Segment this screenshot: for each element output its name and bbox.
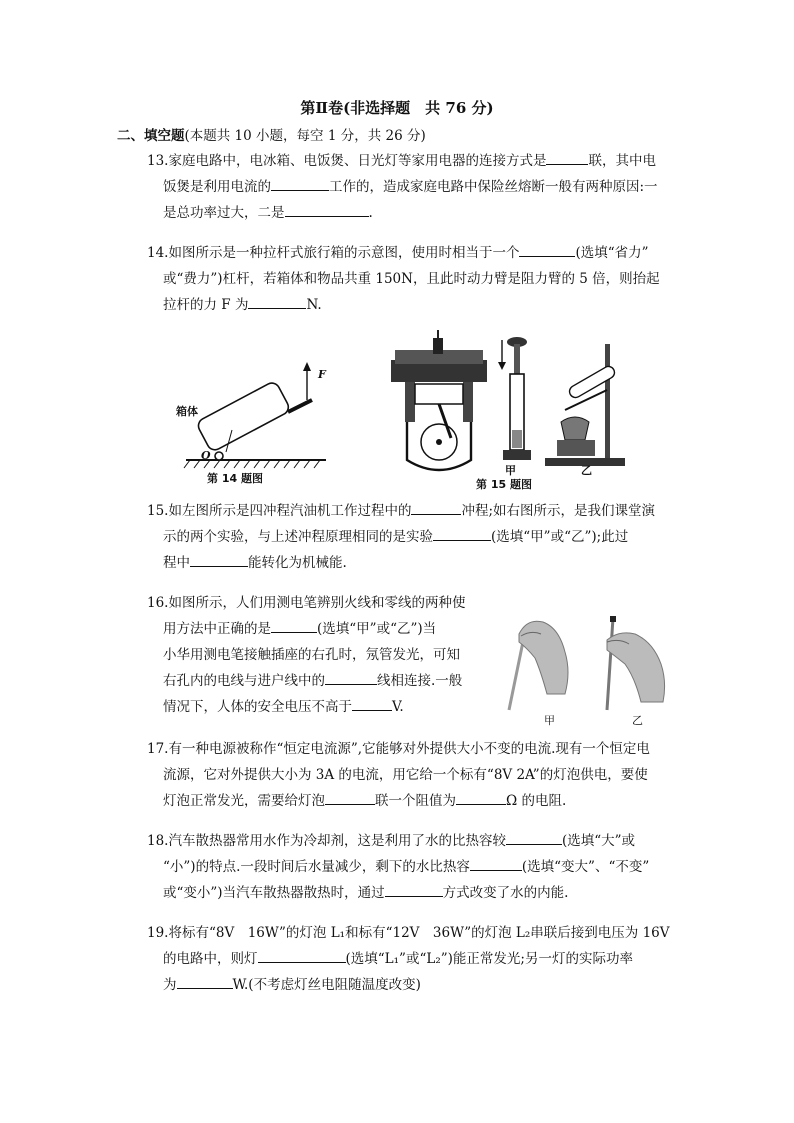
q13-text-2: 联，其中电 bbox=[588, 153, 656, 169]
fig15-label-yi: 乙 bbox=[581, 464, 592, 477]
q16-blank-1[interactable] bbox=[271, 618, 317, 633]
q13-blank-2[interactable] bbox=[271, 176, 329, 191]
q14-text-1: 14.如图所示是一种拉杆式旅行箱的示意图，使用时相当于一个 bbox=[147, 245, 520, 261]
q17-text-1: 17.有一种电源被称作“恒定电流源”,它能够对外提供大小不变的电流.现有一个恒定电 bbox=[147, 741, 650, 757]
q18-blank-1[interactable] bbox=[506, 830, 562, 845]
q15-text-5: 程中 bbox=[163, 555, 190, 571]
figure-15-engine-experiments bbox=[385, 330, 635, 475]
q13-text-1: 13.家庭电路中，电冰箱、电饭煲、日光灯等家用电器的连接方式是 bbox=[147, 153, 547, 169]
fig14-caption: 第 14 题图 bbox=[207, 472, 263, 485]
q18-text-6: 方式改变了水的内能. bbox=[442, 885, 569, 901]
q13-text-6: . bbox=[368, 205, 373, 221]
q13-blank-1[interactable] bbox=[546, 150, 588, 165]
q14-text-3: 或“费力”)杠杆，若箱体和物品共重 150N，且此时动力臂是阻力臂的 5 倍，则抬起 bbox=[163, 271, 660, 287]
experiment-jia-syringe bbox=[498, 337, 531, 460]
fig15-caption: 第 15 题图 bbox=[476, 478, 532, 491]
q16-text-3: (选填“甲”或“乙”)当 bbox=[317, 621, 437, 637]
q17-text-3: 灯泡正常发光，需要给灯泡 bbox=[163, 793, 325, 809]
q18-text-1: 18.汽车散热器常用水作为冷却剂，这是利用了水的比热容较 bbox=[147, 833, 506, 849]
q13-text-3: 饭煲是利用电流的 bbox=[163, 179, 271, 195]
q17-text-5: Ω 的电阻. bbox=[506, 793, 567, 809]
experiment-yi-test-tube bbox=[545, 344, 625, 466]
q18-text-2: (选填“大”或 bbox=[561, 833, 636, 849]
q15-text-2: 冲程;如右图所示，是我们课堂演 bbox=[461, 503, 656, 519]
q19-text-3: (选填“L₁”或“L₂”)能正常发光;另一灯的实际功率 bbox=[345, 951, 633, 967]
q13-text-4: 工作的，造成家庭电路中保险丝熔断一般有两种原因:一 bbox=[329, 179, 658, 195]
fig14-box-label: 箱体 bbox=[176, 405, 198, 418]
q16-text-8: V. bbox=[392, 699, 404, 715]
question-13 bbox=[147, 148, 658, 226]
question-18 bbox=[147, 828, 649, 906]
q17-blank-1[interactable] bbox=[325, 790, 375, 805]
q13-text-5: 是总功率过大，二是 bbox=[163, 205, 285, 221]
fig14-pivot-label: O bbox=[201, 449, 211, 462]
figure-16-test-pen bbox=[495, 612, 680, 712]
q16-text-4: 小华用测电笔接触插座的右孔时，氖管发光，可知 bbox=[163, 647, 460, 663]
q19-blank-1[interactable] bbox=[258, 948, 346, 963]
fig14-force-label: F bbox=[318, 368, 326, 381]
fig15-label-jia: 甲 bbox=[505, 464, 516, 477]
q17-text-4: 联一个阻值为 bbox=[375, 793, 456, 809]
q15-blank-2[interactable] bbox=[433, 526, 491, 541]
q18-text-5: 或“变小”)当汽车散热器散热时，通过 bbox=[163, 885, 385, 901]
section-note: (本题共 10 小题，每空 1 分，共 26 分) bbox=[184, 128, 426, 144]
q17-text-2: 流源，它对外提供大小为 3A 的电流，用它给一个标有“8V 2A”的灯泡供电，要使 bbox=[163, 767, 648, 783]
question-17 bbox=[147, 736, 650, 814]
question-14 bbox=[147, 240, 660, 318]
hand-jia bbox=[509, 621, 568, 710]
page-title: 第Ⅱ卷(非选择题 共 76 分) bbox=[300, 99, 494, 117]
section-heading bbox=[117, 124, 426, 144]
q15-text-3: 示的两个实验，与上述冲程原理相同的是实验 bbox=[163, 529, 433, 545]
suitcase-body bbox=[196, 380, 291, 452]
fig16-label-jia: 甲 bbox=[544, 714, 555, 727]
q19-text-5: W.(不考虑灯丝电阻随温度改变) bbox=[232, 977, 421, 993]
question-19 bbox=[147, 920, 670, 998]
q16-text-2: 用方法中正确的是 bbox=[163, 621, 271, 637]
q15-blank-3[interactable] bbox=[190, 552, 248, 567]
q16-text-1: 16.如图所示，人们用测电笔辨别火线和零线的两种使 bbox=[147, 595, 466, 611]
fig16-label-yi: 乙 bbox=[632, 714, 643, 727]
q14-text-4: 拉杆的力 F 为 bbox=[163, 297, 249, 313]
q14-blank-2[interactable] bbox=[248, 294, 306, 309]
force-arrowhead bbox=[303, 362, 311, 371]
q18-text-4: (选填“变大”、“不变” bbox=[521, 859, 650, 875]
q14-text-5: N. bbox=[306, 297, 322, 313]
wheel-pivot bbox=[215, 452, 223, 460]
q13-blank-3[interactable] bbox=[285, 202, 369, 217]
section-heading-label: 二、填空题 bbox=[117, 128, 185, 144]
q15-text-1: 15.如左图所示是四冲程汽油机工作过程中的 bbox=[147, 503, 412, 519]
question-15 bbox=[147, 498, 655, 576]
figure-14-suitcase bbox=[176, 360, 336, 470]
q19-text-4: 为 bbox=[163, 977, 177, 993]
q16-text-7: 情况下，人体的安全电压不高于 bbox=[163, 699, 352, 715]
hand-yi bbox=[607, 616, 665, 710]
q15-text-6: 能转化为机械能. bbox=[248, 555, 347, 571]
pull-handle bbox=[288, 400, 312, 412]
q19-text-1: 19.将标有“8V 16W”的灯泡 L₁和标有“12V 36W”的灯泡 L₂串联后接到电压为 16V bbox=[147, 925, 670, 941]
q18-text-3: “小”)的特点.一段时间后水量减少，剩下的水比热容 bbox=[163, 859, 470, 875]
q15-blank-1[interactable] bbox=[411, 500, 461, 515]
q15-text-4: (选填“甲”或“乙”);此过 bbox=[491, 529, 629, 545]
q16-blank-3[interactable] bbox=[352, 696, 392, 711]
q19-blank-2[interactable] bbox=[177, 974, 233, 989]
q14-blank-1[interactable] bbox=[519, 242, 575, 257]
engine-cylinder bbox=[391, 330, 487, 470]
q17-blank-2[interactable] bbox=[456, 790, 506, 805]
q18-blank-2[interactable] bbox=[470, 856, 522, 871]
q14-text-2: (选填“省力” bbox=[575, 245, 649, 261]
q16-text-5: 右孔内的电线与进户线中的 bbox=[163, 673, 325, 689]
question-16 bbox=[147, 590, 465, 720]
q16-blank-2[interactable] bbox=[325, 670, 377, 685]
q19-text-2: 的电路中，则灯 bbox=[163, 951, 258, 967]
q18-blank-3[interactable] bbox=[385, 882, 443, 897]
q16-text-6: 线相连接.一般 bbox=[377, 673, 463, 689]
